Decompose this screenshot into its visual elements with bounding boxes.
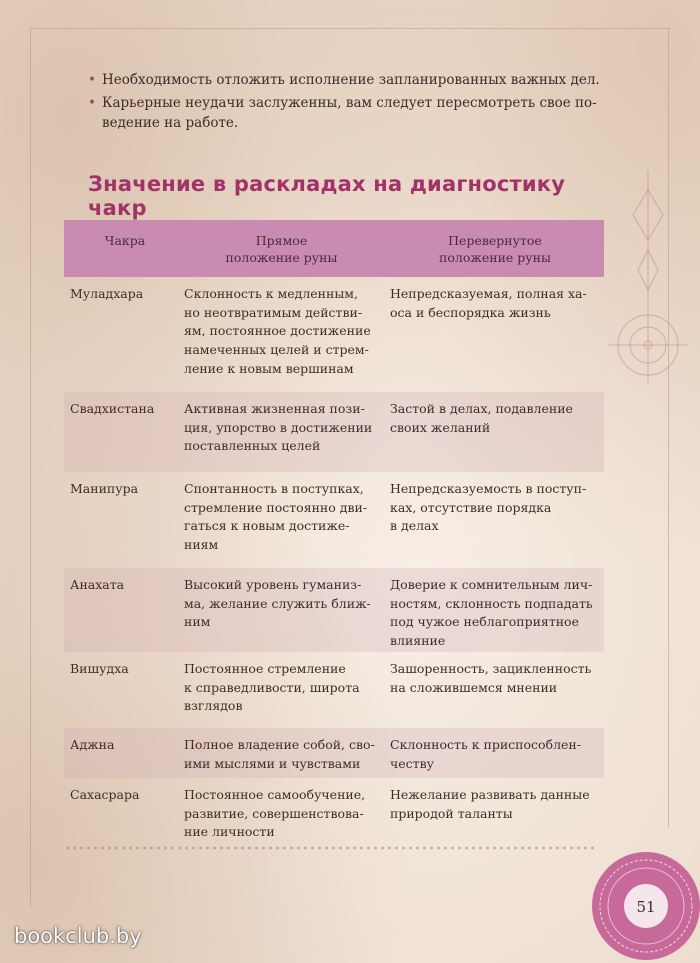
chakra-name: Сахасрара xyxy=(70,787,140,802)
table-row xyxy=(64,568,604,652)
chakra-name: Свадхистана xyxy=(70,401,155,416)
chakra-name: Вишудха xyxy=(70,661,129,676)
table-row xyxy=(64,392,604,472)
header-label: Прямое xyxy=(255,233,308,248)
section-heading: Значение в раскладах на диагностику чакр xyxy=(88,172,566,220)
header-reversed xyxy=(390,232,600,266)
watermark-logo: bookclub.by xyxy=(14,924,142,948)
bullet-dot-icon: • xyxy=(88,95,96,111)
bullet-item xyxy=(88,93,628,133)
header-chakra xyxy=(70,232,180,249)
reversed-meaning: Склонность к приспособлен- честву xyxy=(390,737,581,771)
upright-meaning: Спонтанность в поступках, стремление постоянно дви- гаться к новым достиже- ниям xyxy=(184,481,368,553)
upright-meaning: Постоянное самообучение, развитие, совершенствова- ние личности xyxy=(184,787,366,840)
bullet-item xyxy=(88,70,628,90)
table-row xyxy=(64,277,604,392)
upright-meaning: Высокий уровень гуманиз- ма, желание служить ближ- ним xyxy=(184,577,371,630)
header-label: положение руны xyxy=(439,250,551,265)
reversed-meaning: Застой в делах, подавление своих желаний xyxy=(390,401,573,435)
reversed-meaning: Непредсказуемость в поступ- ках, отсутствие порядка в делах xyxy=(390,481,587,534)
bullet-list xyxy=(88,70,628,136)
dotted-divider xyxy=(64,845,594,851)
reversed-meaning: Зашоренность, зацикленность на сложившемся мнении xyxy=(390,661,592,695)
bullet-text-line: Карьерные неудачи заслуженны, вам следует пересмотреть свое по- xyxy=(102,95,597,111)
table-row xyxy=(64,652,604,728)
header-label: положение руны xyxy=(225,250,338,265)
page-border-top xyxy=(30,28,670,29)
header-label: Чакра xyxy=(104,233,146,248)
chakra-name: Муладхара xyxy=(70,286,144,301)
bullet-text: Необходимость отложить исполнение запланированных важных дел. xyxy=(102,72,600,88)
chakra-name: Анахата xyxy=(70,577,125,592)
header-upright xyxy=(184,232,379,266)
chakra-name: Аджна xyxy=(70,737,115,752)
chakra-name: Манипура xyxy=(70,481,139,496)
table-row xyxy=(64,472,604,568)
header-label: Перевернутое xyxy=(448,233,542,248)
table-row xyxy=(64,728,604,778)
upright-meaning: Склонность к медленным, но неотвратимым действи- ям, постоянное достижение намеченных целей и стрем- ление к новым вершинам xyxy=(184,286,371,376)
reversed-meaning: Нежелание развивать данные природой таланты xyxy=(390,787,590,821)
table-row xyxy=(64,778,604,842)
bullet-text-line: ведение на работе. xyxy=(102,115,239,131)
bullet-dot-icon: • xyxy=(88,72,96,88)
upright-meaning: Постоянное стремление к справедливости, широта взглядов xyxy=(184,661,360,714)
page-number: 51 xyxy=(636,898,656,916)
reversed-meaning: Доверие к сомнительным лич- ностям, склонность подпадать под чужое неблагоприятное влияние xyxy=(390,577,593,649)
page-number-seal xyxy=(590,848,700,963)
upright-meaning: Активная жизненная пози- ция, упорство в достижении поставленных целей xyxy=(184,401,373,454)
upright-meaning: Полное владение собой, сво- ими мыслями и чувствами xyxy=(184,737,375,771)
table-header xyxy=(64,220,604,277)
page-border-left xyxy=(30,28,31,908)
reversed-meaning: Непредсказуемая, полная ха- оса и беспорядка жизнь xyxy=(390,286,587,320)
